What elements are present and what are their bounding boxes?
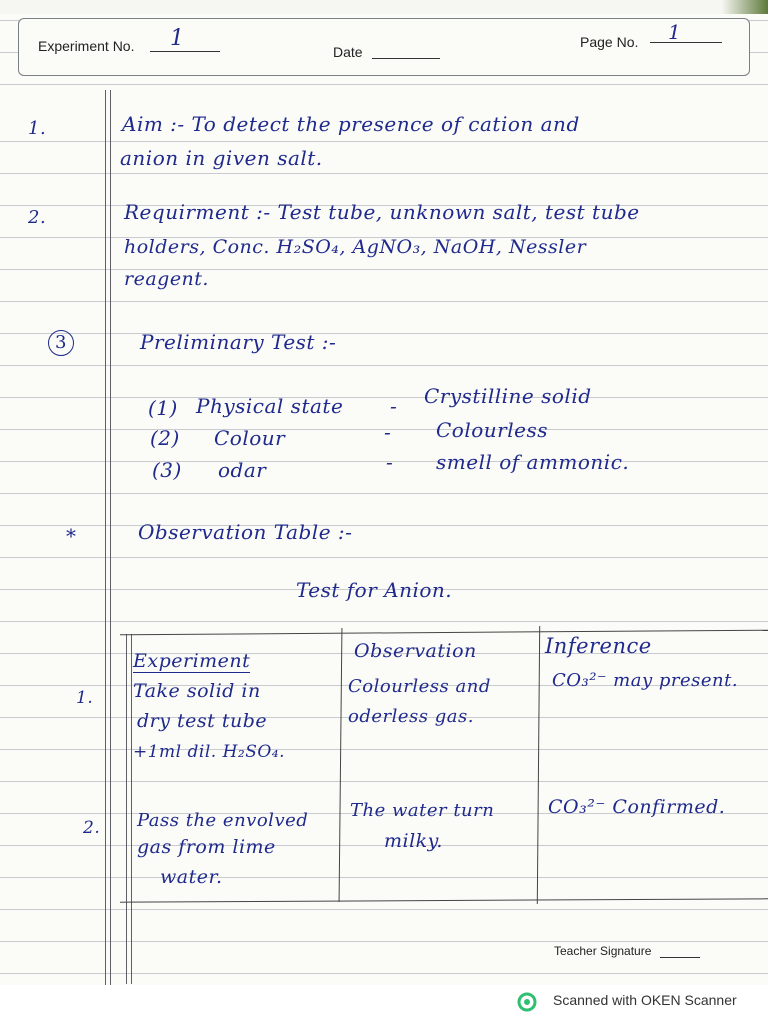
row-1-inference: CO₃²⁻ may present. [552, 670, 739, 691]
row-1-observation-line-2: oderless gas. [348, 706, 474, 727]
header-experiment: Experiment [133, 650, 251, 672]
row-2-inference: CO₃²⁻ Confirmed. [548, 796, 726, 818]
table-divider-1 [339, 628, 343, 902]
margin-line-left [105, 90, 106, 985]
page-top-edge [0, 0, 768, 14]
prelim-item-1-num: (1) [148, 396, 178, 420]
prelim-item-2-value: Colourless [436, 418, 548, 442]
scanner-text: Scanned with OKEN Scanner [553, 992, 737, 1008]
page-value: 1 [668, 20, 682, 44]
row-2-experiment-line-2: gas from lime [137, 836, 276, 858]
margin-line-right [110, 90, 111, 985]
teacher-signature-line [660, 957, 700, 958]
aim-line-2: anion in given salt. [120, 146, 323, 170]
row-1-experiment-line-2: dry test tube [137, 710, 268, 732]
prelim-item-3-value: smell of ammonic. [436, 450, 630, 474]
prelim-item-3-num: (3) [152, 458, 182, 482]
row-2-observation-line-1: The water turn [350, 800, 495, 821]
date-label: Date [333, 44, 363, 60]
requirement-line-2: holders, Conc. H₂SO₄, AgNO₃, NaOH, Nessler [124, 236, 587, 258]
requirement-line-1: Requirment :- Test tube, unknown salt, test tube [124, 200, 640, 224]
requirement-number: 2. [28, 207, 47, 228]
prelim-item-2-dash: - [384, 420, 392, 444]
preliminary-title: Preliminary Test :- [140, 330, 337, 354]
row-2-number: 2. [83, 818, 101, 838]
requirement-line-3: reagent. [124, 268, 209, 290]
date-line [372, 58, 440, 59]
row-1-observation-line-1: Colourless and [348, 676, 491, 697]
table-bottom-border [120, 898, 768, 902]
row-1-experiment-line-1: Take solid in [133, 680, 261, 702]
table-divider-2 [537, 626, 540, 904]
teacher-signature-label: Teacher Signature [554, 944, 652, 958]
row-1-number: 1. [76, 688, 94, 708]
observation-star: * [66, 524, 77, 548]
prelim-item-1-value: Crystilline solid [424, 384, 592, 408]
experiment-label: Experiment No. [38, 38, 135, 54]
preliminary-number: 3 [48, 330, 74, 356]
table-left-border [126, 634, 127, 984]
aim-line-1: Aim :- To detect the presence of cation and [122, 112, 580, 136]
oken-scanner-icon [517, 992, 537, 1012]
page-label: Page No. [580, 34, 639, 50]
prelim-item-3-label: odar [218, 458, 267, 482]
row-1-experiment-line-3: +1ml dil. H₂SO₄. [133, 742, 286, 762]
prelim-item-2-label: Colour [214, 426, 286, 450]
row-2-experiment-line-3: water. [160, 866, 223, 888]
header-observation: Observation [354, 640, 477, 662]
page-line [650, 42, 722, 43]
prelim-item-1-dash: - [390, 394, 398, 418]
table-top-border [120, 630, 768, 636]
observation-subtitle: Test for Anion. [296, 578, 453, 602]
row-2-observation-line-2: milky. [384, 830, 443, 852]
table-left-border-2 [131, 634, 132, 984]
row-2-experiment-line-1: Pass the envolved [137, 810, 309, 831]
observation-title: Observation Table :- [138, 520, 353, 544]
experiment-line [150, 51, 220, 52]
aim-number: 1. [28, 118, 47, 139]
prelim-item-2-num: (2) [150, 426, 180, 450]
prelim-item-1-label: Physical state [196, 394, 344, 418]
experiment-value: 1 [170, 26, 185, 51]
prelim-item-3-dash: - [386, 450, 394, 474]
header-inference: Inference [545, 634, 652, 658]
